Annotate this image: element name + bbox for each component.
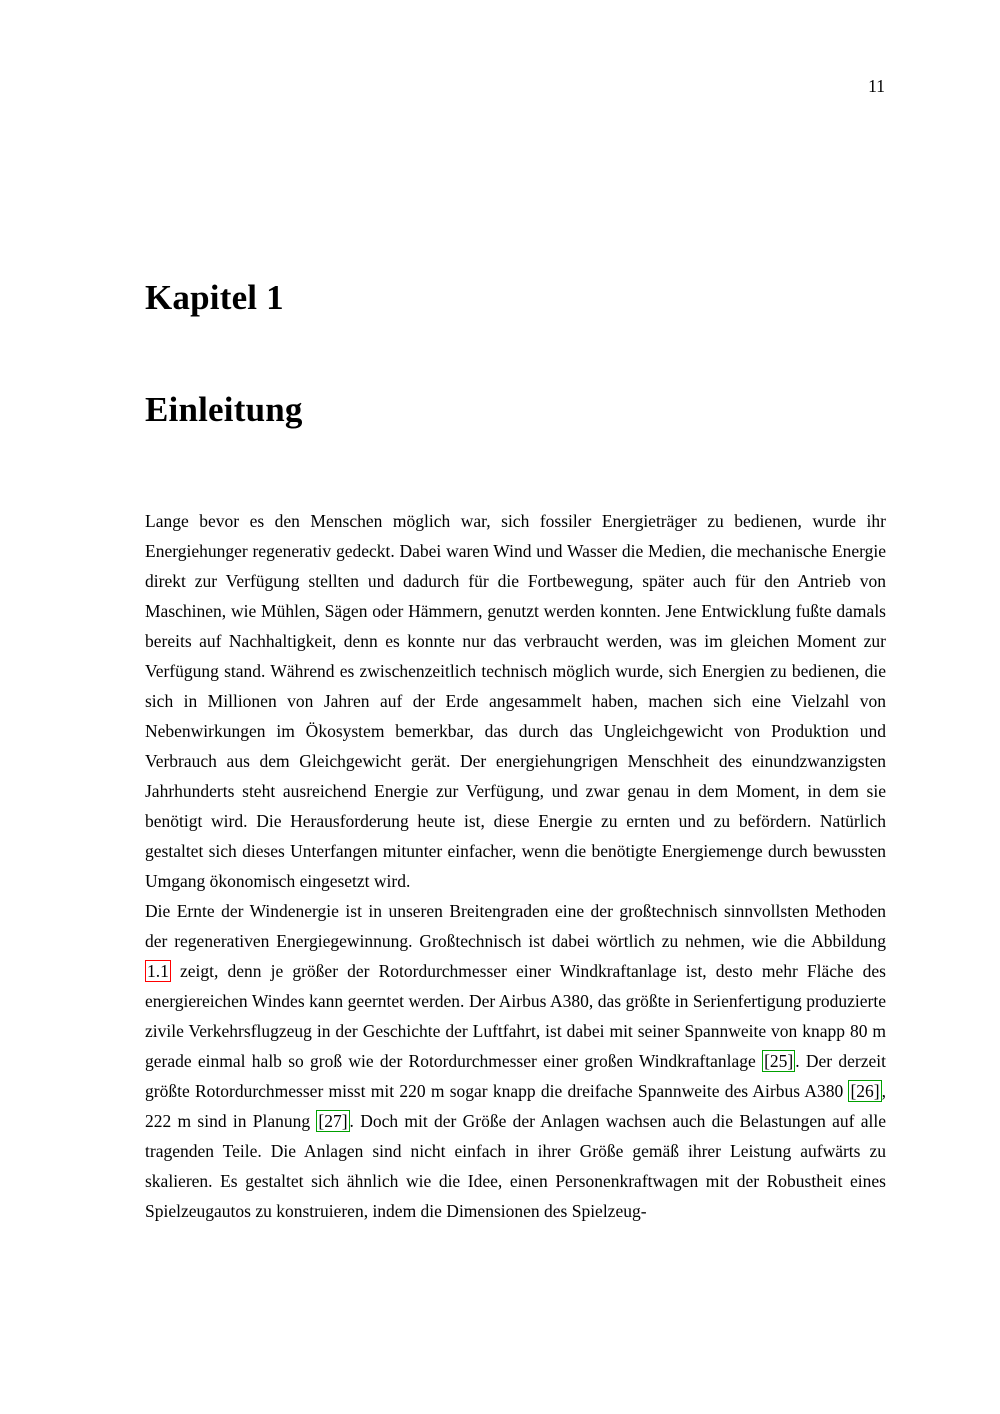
paragraph-1-text: Lange bevor es den Menschen möglich war, sich fossiler Energieträger zu bedienen, wurde ihr Energiehunger regenerativ gedeckt. Dabei waren Wind und Wasser die Medien, die mechanische Energie direkt zur Verfügung stellten und dadurch für die Fortbewegung, später auch für den Antrieb von Maschinen, wie Mühlen, Sägen oder Hämmern, genutzt werden konnten. Jene Entwicklung fußte damals bereits auf Nachhaltigkeit, denn es konnte nur das verbraucht werden, was im gleichen Moment zur Verfügung stand. Während es zwischenzeitlich technisch möglich wurde, sich Energien zu bedienen, die sich in Millionen von Jahren auf der Erde angesammelt haben, machen sich eine Vielzahl von Nebenwirkungen im Ökosystem bemerkbar, das durch das Ungleichgewicht von Produktion und Verbrauch aus dem Gleichgewicht gerät. Der energiehungrigen Menschheit des einundzwanzigsten Jahrhunderts steht ausreichend Energie zur Verfügung, und zwar genau in dem Moment, in dem sie benötigt wird. Die Herausforderung heute ist, diese Energie zu ernten und zu befördern. Natürlich gestaltet sich dieses Unterfangen mitunter einfacher, wenn die benötigte Energiemenge durch bewussten Umgang ökonomisch eingesetzt wird. [145,511,886,891]
chapter-label: Kapitel 1 [145,278,284,317]
paragraph-2-segment-2: zeigt, denn je größer der Rotordurchmesser einer Windkraftanlage ist, desto mehr Fläche des energiereichen Windes kann geerntet werden. Der Airbus A380, das größte in Serienfertigung produzierte zivile Verkehrsflugzeug in der Geschichte der Luftfahrt, ist dabei mit seiner Spannweite von knapp 80 m gerade einmal halb so groß wie der Rotordurchmesser einer großen Windkraftanlage [145,961,886,1071]
citation-link-25[interactable]: [25] [764,1051,794,1071]
body-text [145,506,886,1226]
paragraph-2-segment-1: Die Ernte der Windenergie ist in unseren Breitengraden eine der großtechnisch sinnvollsten Methoden der regenerativen Energiegewinnung. Großtechnisch ist dabei wörtlich zu nehmen, wie die Abbildung [145,901,886,951]
citation-link-26[interactable]: [26] [850,1081,880,1101]
figure-ref-link[interactable]: 1.1 [147,961,169,981]
paragraph-2-segment-3: . Der derzeit größte Rotordurchmesser misst mit 220 m sogar knapp die dreifache Spannweite des Airbus A380 [145,1051,886,1101]
paragraph-2-segment-4: , 222 m sind in Planung [145,1081,886,1131]
citation-link-27[interactable]: [27] [318,1111,348,1131]
page-number: 11 [868,76,885,96]
paragraph-2 [145,896,886,1226]
chapter-title: Einleitung [145,390,303,429]
paragraph-1 [145,506,886,896]
paragraph-2-segment-5: . Doch mit der Größe der Anlagen wachsen auch die Belastungen auf alle tragenden Teile. Die Anlagen sind nicht einfach in ihrer Größe gemäß ihrer Leistung aufwärts zu skalieren. Es gestaltet sich ähnlich wie die Idee, einen Personenkraftwagen mit der Robustheit eines Spielzeugautos zu konstruieren, indem die Dimensionen des Spielzeug- [145,1111,886,1221]
